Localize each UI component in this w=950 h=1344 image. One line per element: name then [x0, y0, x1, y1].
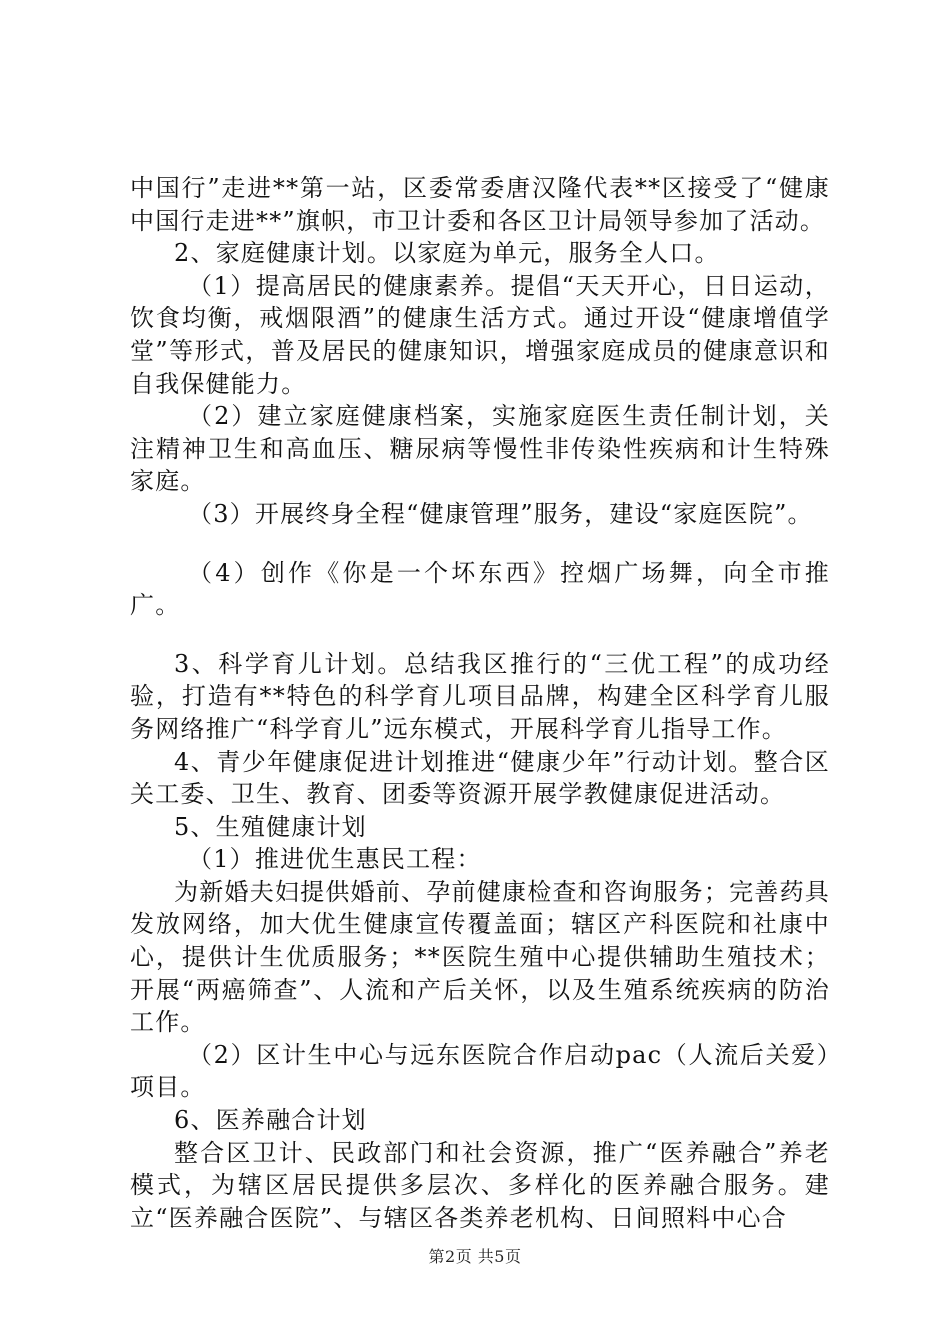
paragraph-family-health-plan: 2、家庭健康计划。以家庭为单元，服务全人口。 — [174, 239, 720, 268]
paragraph-continuation: 中国行”走进**第一站，区委常委唐汉隆代表**区接受了“健康中国行走进**”旗帜，市卫计委和各区卫计局领导参加了活动。 — [130, 174, 830, 235]
paragraph-eugenics-project: （1）推进优生惠民工程： — [188, 845, 482, 874]
paragraph-health-management: （3）开展终身全程“健康管理”服务，建设“家庭医院”。 — [188, 499, 813, 528]
page-number-footer: 第2页 共5页 — [428, 1247, 522, 1266]
paragraph-premarital-services: 为新婚夫妇提供婚前、孕前健康检查和咨询服务；完善药具发放网络，加大优生健康宣传覆盖面；辖区产科医院和社康中心，提供计生优质服务；**医院生殖中心提供辅助生殖技术；开展“两癌筛查”、人流和产后关怀，以及生殖系统疾病的防治工作。 — [130, 877, 830, 1037]
document-body — [130, 172, 830, 1234]
paragraph-family-health-records: （2）建立家庭健康档案，实施家庭医生责任制计划，关注精神卫生和高血压、糖尿病等慢性非传染性疾病和计生特殊家庭。 — [130, 402, 830, 496]
paragraph-medical-elderly-care: 6、医养融合计划 — [174, 1106, 367, 1135]
paragraph-health-literacy: （1）提高居民的健康素养。提倡“天天开心，日日运动，饮食均衡，戒烟限酒”的健康生活方式。通过开设“健康增值学堂”等形式，普及居民的健康知识，增强家庭成员的健康意识和自我保健能力。 — [130, 271, 830, 398]
paragraph-pac-project: （2）区计生中心与远东医院合作启动pac（人流后关爱）项目。 — [130, 1040, 830, 1102]
paragraph-square-dance: （4）创作《你是一个坏东西》控烟广场舞，向全市推广。 — [130, 558, 830, 620]
paragraph-youth-health: 4、青少年健康促进计划推进“健康少年”行动计划。整合区关工委、卫生、教育、团委等资源开展学教健康促进活动。 — [130, 747, 830, 809]
paragraph-reproductive-health: 5、生殖健康计划 — [174, 812, 367, 841]
paragraph-integration-details: 整合区卫计、民政部门和社会资源，推广“医养融合”养老模式，为辖区居民提供多层次、多样化的医养融合服务。建立“医养融合医院”、与辖区各类养老机构、日间照料中心合 — [130, 1138, 830, 1232]
paragraph-scientific-parenting: 3、科学育儿计划。总结我区推行的“三优工程”的成功经验，打造有**特色的科学育儿项目品牌，构建全区科学育儿服务网络推广“科学育儿”远东模式，开展科学育儿指导工作。 — [130, 649, 830, 743]
